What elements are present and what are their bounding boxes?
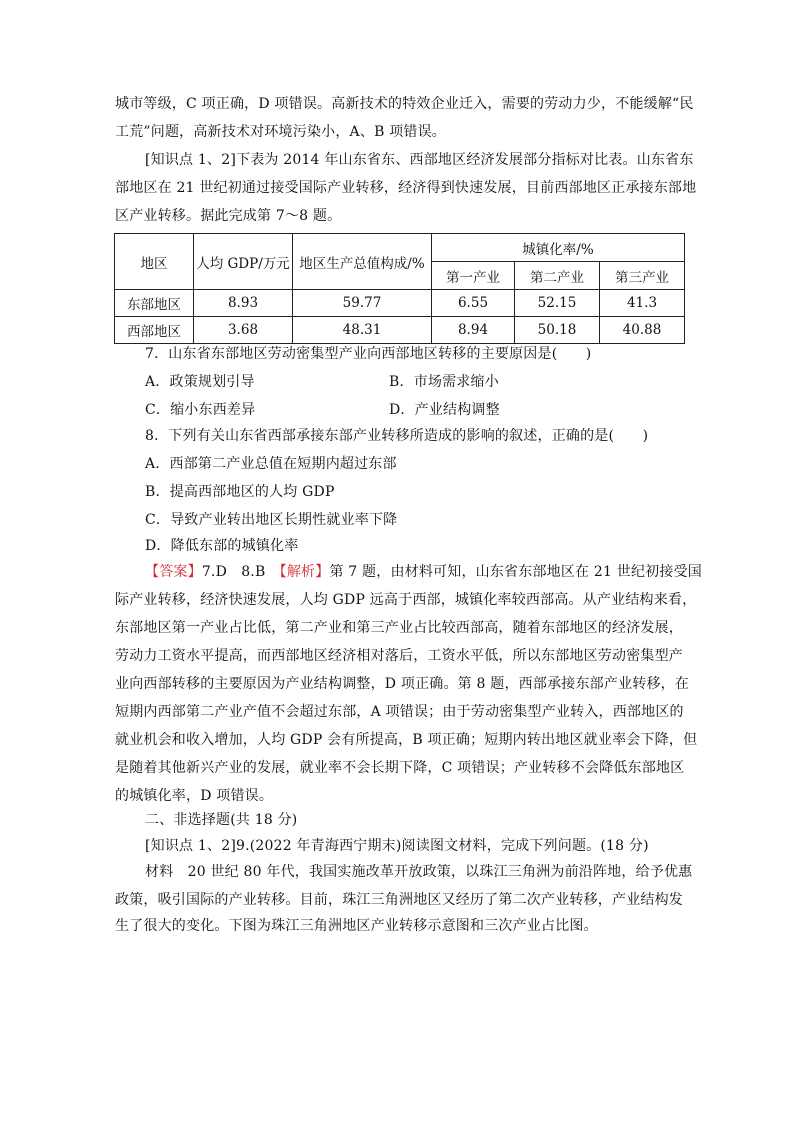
table-row xyxy=(115,290,685,317)
paragraph-top-line1: 城市等级，C 项正确，D 项错误。高新技术的特效企业迁入，需要的劳动力少，不能缓解“民 xyxy=(115,96,694,112)
q7-option-c: C．缩小东西差异 xyxy=(145,402,256,418)
header-region: 地区 xyxy=(115,234,194,290)
intro-line1: [知识点 1、2]下表为 2014 年山东省东、西部地区经济发展部分指标对比表。山东省东 xyxy=(145,152,694,168)
cell-secondary: 52.15 xyxy=(515,290,600,317)
answer-tag: 【答案】 xyxy=(145,564,202,580)
analysis-line3: 东部地区第一产业占比低，第二产业和第三产业占比较西部高，随着东部地区的经济发展， xyxy=(115,620,683,636)
indicator-table xyxy=(114,233,685,344)
cell-gdp: 8.93 xyxy=(194,290,293,317)
q7-stem: 7．山东省东部地区劳动密集型产业向西部地区转移的主要原因是( ) xyxy=(145,346,592,362)
material-line2: 政策，吸引国际的产业转移。目前，珠江三角洲地区又经历了第二次产业转移，产业结构发 xyxy=(115,892,683,908)
analysis-tag: 【解析】 xyxy=(279,564,330,580)
table-row xyxy=(115,317,685,344)
header-primary: 第一产业 xyxy=(432,262,515,290)
header-gdp: 人均 GDP/万元 xyxy=(194,234,293,290)
header-composition: 地区生产总值构成/% xyxy=(293,234,432,290)
intro-line2: 部地区在 21 世纪初通过接受国际产业转移，经济得到快速发展，目前西部地区正承接东部地 xyxy=(115,180,697,196)
q8-option-d: D．降低东部的城镇化率 xyxy=(145,538,299,554)
material-line3: 生了很大的变化。下图为珠江三角洲地区产业转移示意图和三次产业占比图。 xyxy=(115,918,598,934)
q8-stem: 8．下列有关山东省西部承接东部产业转移所造成的影响的叙述，正确的是( ) xyxy=(145,428,649,444)
cell-region: 东部地区 xyxy=(115,290,194,317)
header-urban: 城镇化率/% xyxy=(432,234,685,262)
analysis-line4: 劳动力工资水平提高，而西部地区经济相对落后，工资水平低，所以东部地区劳动密集型产 xyxy=(115,648,683,664)
cell-composition: 59.77 xyxy=(293,290,432,317)
cell-tertiary: 40.88 xyxy=(600,317,685,344)
header-secondary: 第二产业 xyxy=(515,262,600,290)
analysis-line6: 短期内西部第二产业产值不会超过东部，A 项错误；由于劳动密集型产业转入，西部地区的 xyxy=(115,704,684,720)
q9-line: [知识点 1、2]9.(2022 年青海西宁期末)阅读图文材料，完成下列问题。(18 分) xyxy=(145,838,649,854)
cell-tertiary: 41.3 xyxy=(600,290,685,317)
cell-secondary: 50.18 xyxy=(515,317,600,344)
analysis-line2: 际产业转移，经济快速发展，人均 GDP 远高于西部，城镇化率较西部高。从产业结构来看， xyxy=(115,592,697,608)
table-header-row xyxy=(115,234,685,262)
q8-option-c: C．导致产业转出地区长期性就业率下降 xyxy=(145,512,398,528)
analysis-line5: 业向西部转移的主要原因为产业结构调整，D 项正确。第 8 题，西部承接东部产业转移，在 xyxy=(115,676,690,692)
analysis-text: 第 7 题，由材料可知，山东省东部地区在 21 世纪初接受国 xyxy=(329,564,702,580)
cell-composition: 48.31 xyxy=(293,317,432,344)
intro-line3: 区产业转移。据此完成第 7～8 题。 xyxy=(115,208,342,224)
paragraph-top-line2: 工荒”问题，高新技术对环境污染小，A、B 项错误。 xyxy=(115,124,447,140)
section2-heading: 二、非选择题(共 18 分) xyxy=(145,812,298,828)
cell-primary: 8.94 xyxy=(432,317,515,344)
cell-region: 西部地区 xyxy=(115,317,194,344)
q7-option-d: D．产业结构调整 xyxy=(389,402,500,418)
q7-option-a: A．政策规划引导 xyxy=(145,374,255,390)
analysis-line9: 的城镇化率，D 项错误。 xyxy=(115,788,274,804)
q7-option-b: B．市场需求缩小 xyxy=(389,374,499,390)
cell-gdp: 3.68 xyxy=(194,317,293,344)
q8-option-a: A．西部第二产业总值在短期内超过东部 xyxy=(145,456,397,472)
answer-line1 xyxy=(145,562,702,582)
analysis-line7: 就业机会和收入增加，人均 GDP 会有所提高，B 项正确；短期内转出地区就业率会下降，但 xyxy=(115,732,698,748)
header-tertiary: 第三产业 xyxy=(600,262,685,290)
cell-primary: 6.55 xyxy=(432,290,515,317)
analysis-line8: 是随着其他新兴产业的发展，就业率不会长期下降，C 项错误；产业转移不会降低东部地区 xyxy=(115,760,685,776)
q8-option-b: B．提高西部地区的人均 GDP xyxy=(145,484,335,500)
answer-value: 7.D 8.B xyxy=(201,564,280,580)
material-line1: 材料 20 世纪 80 年代，我国实施改革开放政策，以珠江三角洲为前沿阵地，给予优惠 xyxy=(145,864,693,880)
